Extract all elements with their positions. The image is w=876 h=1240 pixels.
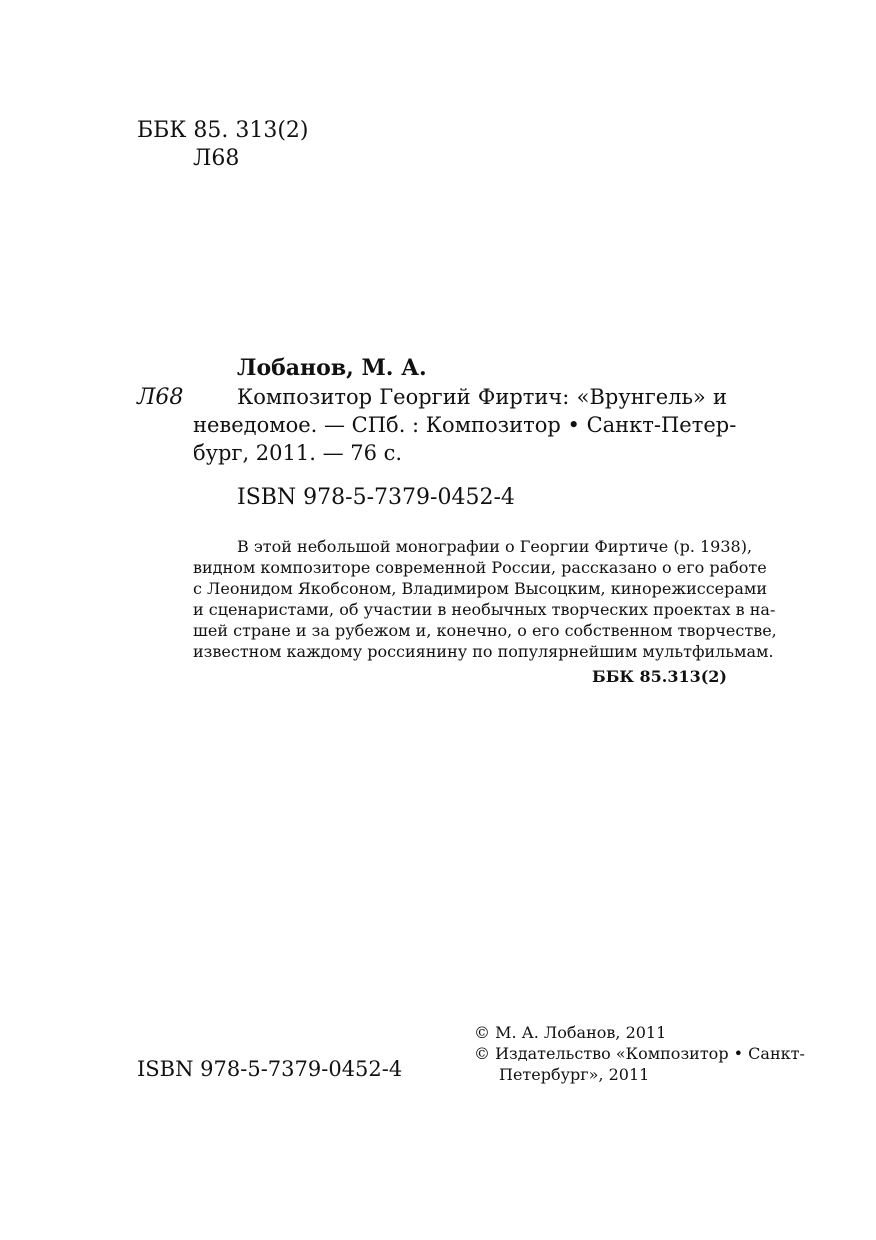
annotation-line: и сценаристами, об участии в необычных творческих проектах в на-	[193, 600, 776, 619]
annotation-bbk: ББК 85.313(2)	[592, 667, 727, 686]
copyright-publisher-cont: Петербург», 2011	[499, 1065, 650, 1084]
isbn-footer: ISBN 978-5-7379-0452-4	[137, 1057, 403, 1081]
annotation-line: шей стране и за рубежом и, конечно, о его собственном творчестве,	[193, 621, 777, 640]
copyright-author: © М. А. Лобанов, 2011	[474, 1023, 667, 1042]
description-line: бург, 2011. — 76 с.	[193, 441, 403, 465]
annotation-line: с Леонидом Якобсоном, Владимиром Высоцким, кинорежиссерами	[193, 579, 768, 598]
bibliographic-description	[193, 383, 737, 467]
copyright-publisher: © Издательство «Композитор • Санкт-	[474, 1044, 805, 1063]
annotation-line: В этой небольшой монографии о Георгии Фиртиче (р. 1938),	[237, 537, 753, 556]
bbk-classification: ББК 85. 313(2)	[137, 118, 309, 143]
author-name: Лобанов, М. А.	[237, 355, 427, 381]
annotation-line: видном композиторе современной России, рассказано о его работе	[193, 558, 767, 577]
annotation	[193, 536, 777, 662]
description-line: неведомое. — СПб. : Композитор • Санкт-Петер-	[193, 413, 737, 437]
author-mark: Л68	[193, 146, 240, 171]
annotation-line: известном каждому россиянину по популярнейшим мультфильмам.	[193, 642, 774, 661]
margin-author-mark: Л68	[137, 385, 184, 410]
copyright-block	[474, 1022, 805, 1085]
description-line: Композитор Георгий Фиртич: «Врунгель» и	[237, 385, 727, 409]
isbn-entry: ISBN 978-5-7379-0452-4	[237, 485, 515, 510]
